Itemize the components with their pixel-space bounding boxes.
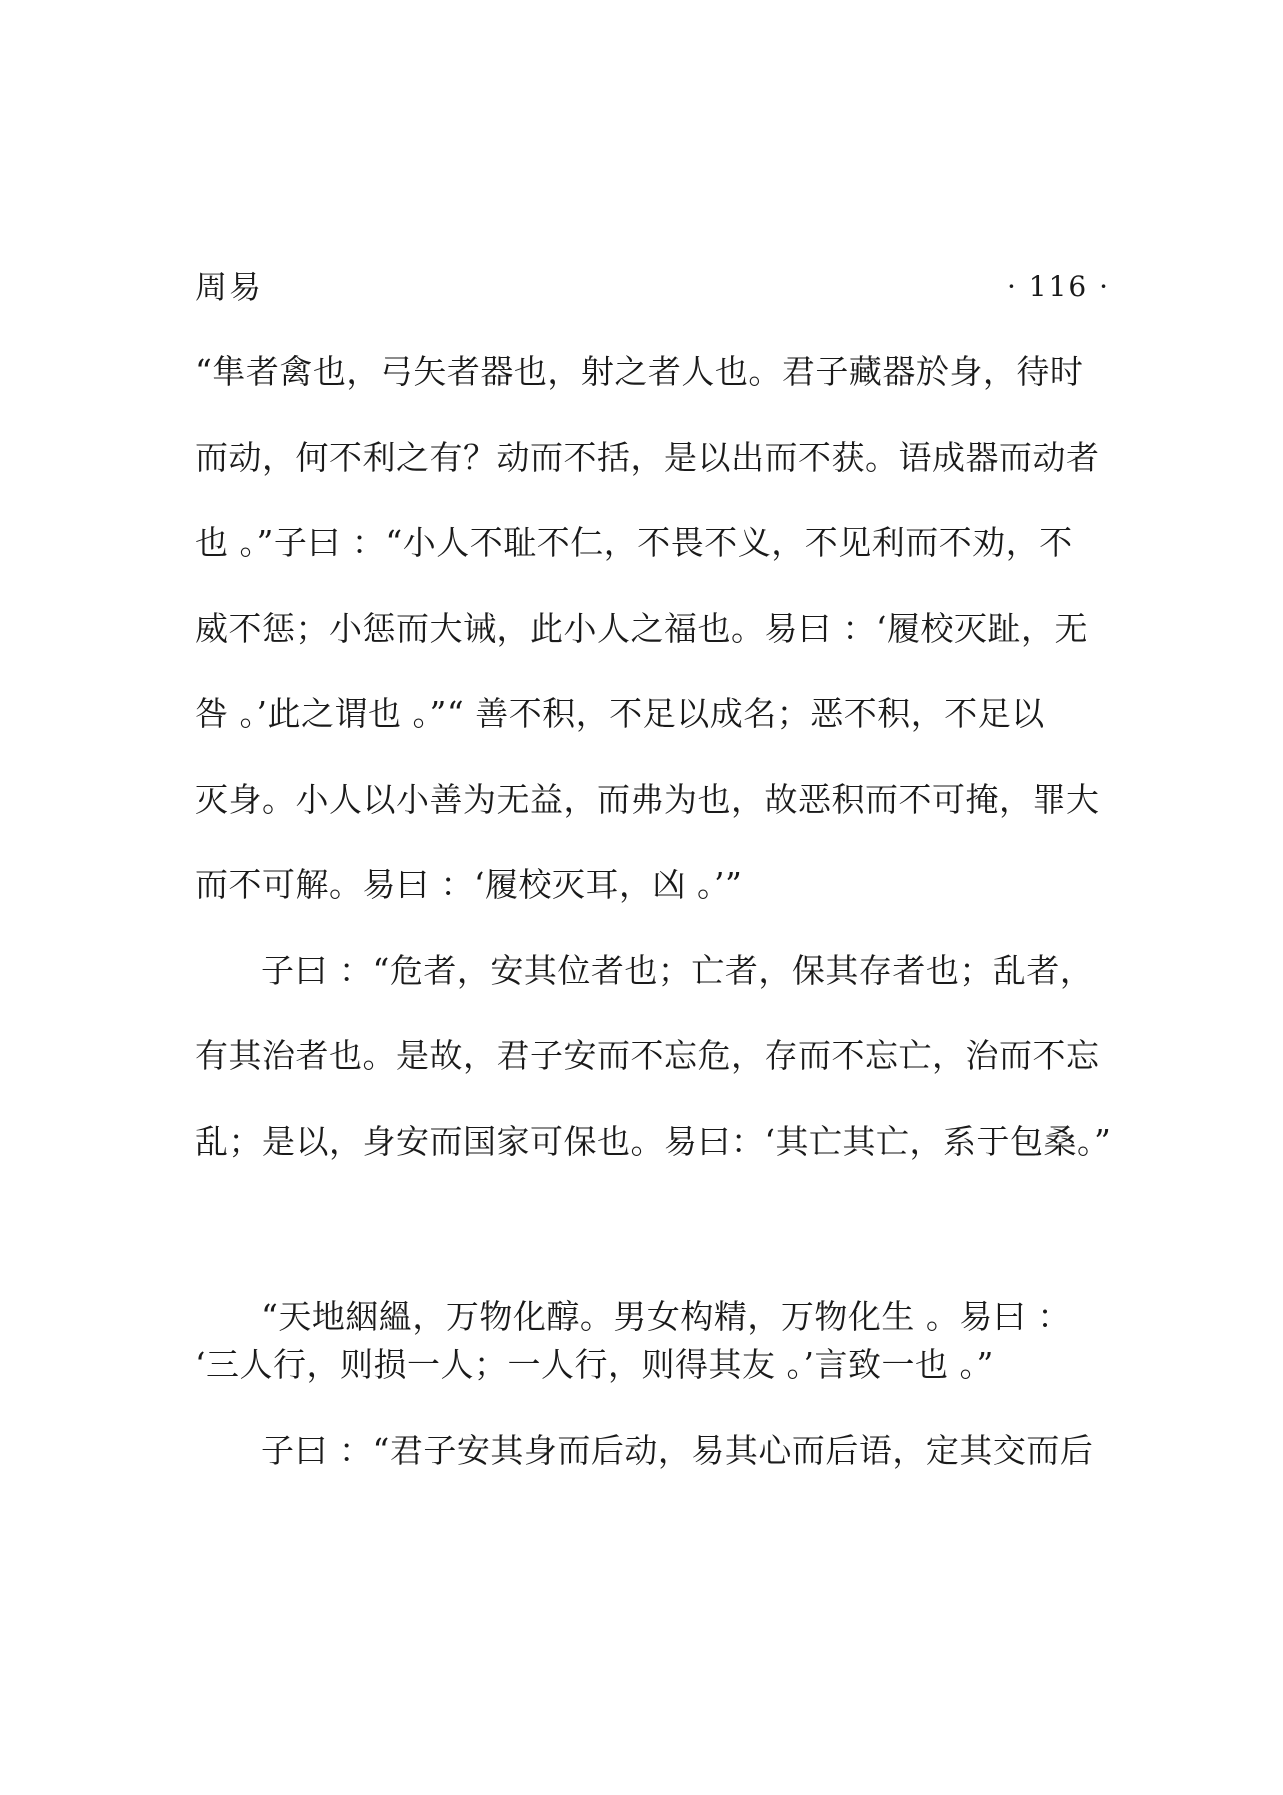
text-line: 咎 。’此之谓也 。”“ 善不积，不足以成名；恶不积，不足以 [195, 694, 1045, 733]
text-line: 灭身。小人以小善为无益，而弗为也，故恶积而不可掩，罪大 [195, 780, 1100, 819]
text-line: “天地絪縕，万物化醇。男女构精，万物化生 。易曰 ： [261, 1297, 1071, 1336]
text-line: 乱；是以，身安而国家可保也。易曰：‘其亡其亡，系于包桑。” [195, 1122, 1112, 1161]
text-line: 也 。”子曰 ：“小人不耻不仁，不畏不义，不见利而不劝，不 [195, 523, 1073, 562]
text-line: 而动，何不利之有？动而不括，是以出而不获。语成器而动者 [195, 438, 1100, 477]
text-line: 子曰 ：“危者，安其位者也；亡者，保其存者也；乱者， [261, 951, 1094, 990]
text-line: 而不可解。易曰 ：‘履校灭耳，凶 。’” [195, 865, 743, 904]
text-line: 威不惩；小惩而大诫，此小人之福也。易曰 ：‘履校灭趾，无 [195, 609, 1088, 648]
text-line: ‘三人行，则损一人；一人行，则得其友 。’言致一也 。” [195, 1345, 994, 1384]
book-title: 周易 [195, 268, 264, 306]
page-number: · 116 · [1006, 270, 1110, 303]
text-line: 有其治者也。是故，君子安而不忘危，存而不忘亡，治而不忘 [195, 1036, 1100, 1075]
text-line: “隼者禽也，弓矢者器也，射之者人也。君子藏器於身，待时 [195, 352, 1084, 391]
page-header [195, 262, 1110, 312]
text-line: 子曰 ：“君子安其身而后动，易其心而后语，定其交而后 [261, 1431, 1094, 1470]
